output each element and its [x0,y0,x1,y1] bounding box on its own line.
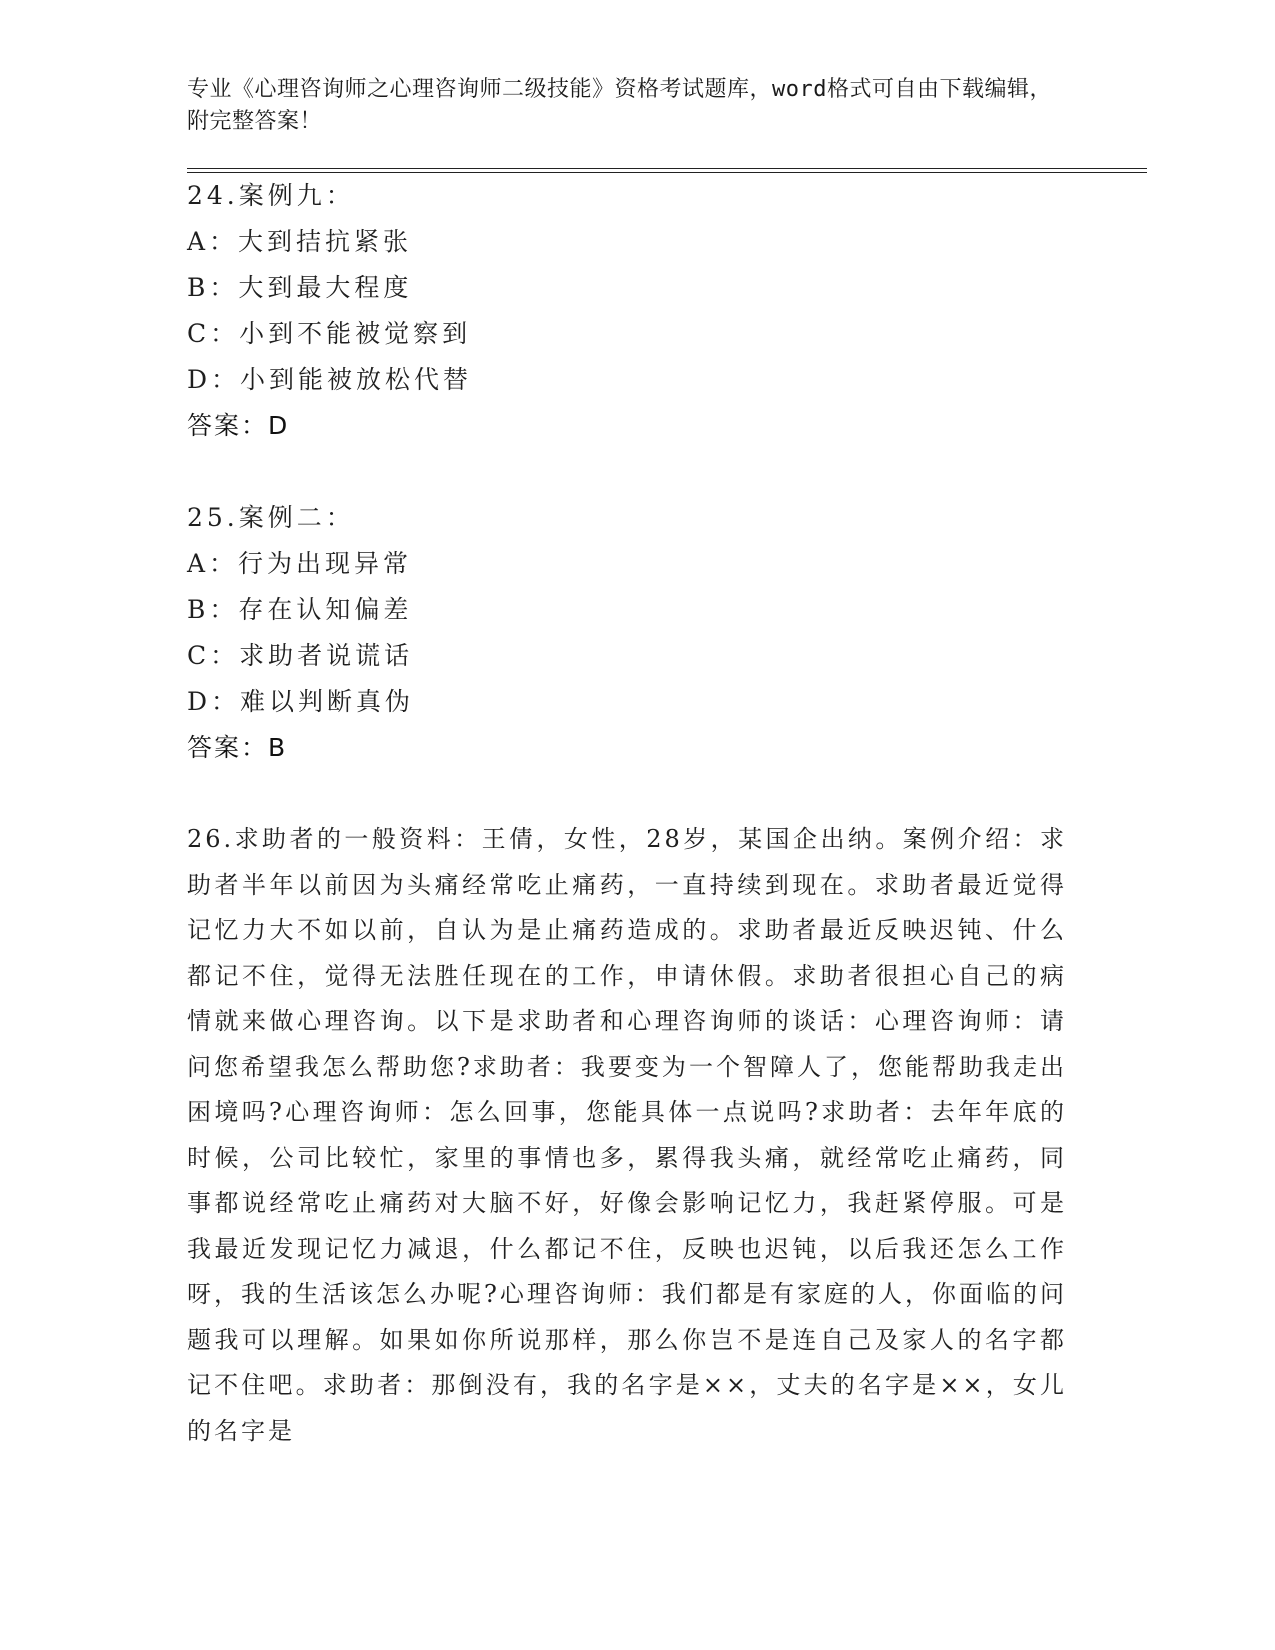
answer-line: 答案：B [187,733,288,762]
option-d: D：小到能被放松代替 [187,365,473,394]
question-26-paragraph: 26.求助者的一般资料：王倩，女性，28岁，某国企出纳。案例介绍：求助者半年以前因为头痛经常吃止痛药，一直持续到现在。求助者最近觉得记忆力大不如以前，自认为是止痛药造成的。求助者最近反映迟钝、什么都记不住，觉得无法胜任现在的工作，申请休假。求助者很担心自己的病情就来做心理咨询。以下是求助者和心理咨询师的谈话：心理咨询师：请问您希望我怎么帮助您?求助者：我要变为一个智障人了，您能帮助我走出困境吗?心理咨询师：怎么回事，您能具体一点说吗?求助者：去年年底的时候，公司比较忙，家里的事情也多，累得我头痛，就经常吃止痛药，同事都说经常吃止痛药对大脑不好，好像会影响记忆力，我赶紧停服。可是我最近发现记忆力减退，什么都记不住，反映也迟钝，以后我还怎么工作呀，我的生活该怎么办呢?心理咨询师：我们都是有家庭的人，你面临的问题我可以理解。如果如你所说那样，那么你岂不是连自己及家人的名字都记不住吧。求助者：那倒没有，我的名字是××，丈夫的名字是××，女儿的名字是 [187,825,1067,1445]
document-header: 专业《心理咨询师之心理咨询师二级技能》资格考试题库，word格式可自由下载编辑，附完整答案！ [187,77,1052,134]
question-24 [187,173,1147,449]
question-25 [187,495,1147,771]
option-c: C：小到不能被觉察到 [187,319,472,348]
option-d: D：难以判断真伪 [187,687,415,716]
option-a: A：大到拮抗紧张 [187,227,413,256]
option-b: B：存在认知偏差 [187,595,413,624]
question-stem: 24.案例九： [187,181,355,210]
document-page [187,74,1147,1454]
spacer [187,449,1147,495]
option-a: A：行为出现异常 [187,549,413,578]
option-b: B：大到最大程度 [187,273,413,302]
option-c: C：求助者说谎话 [187,641,414,670]
spacer [187,771,1147,817]
question-stem: 25.案例二： [187,503,355,532]
answer-line: 答案：D [187,411,290,440]
